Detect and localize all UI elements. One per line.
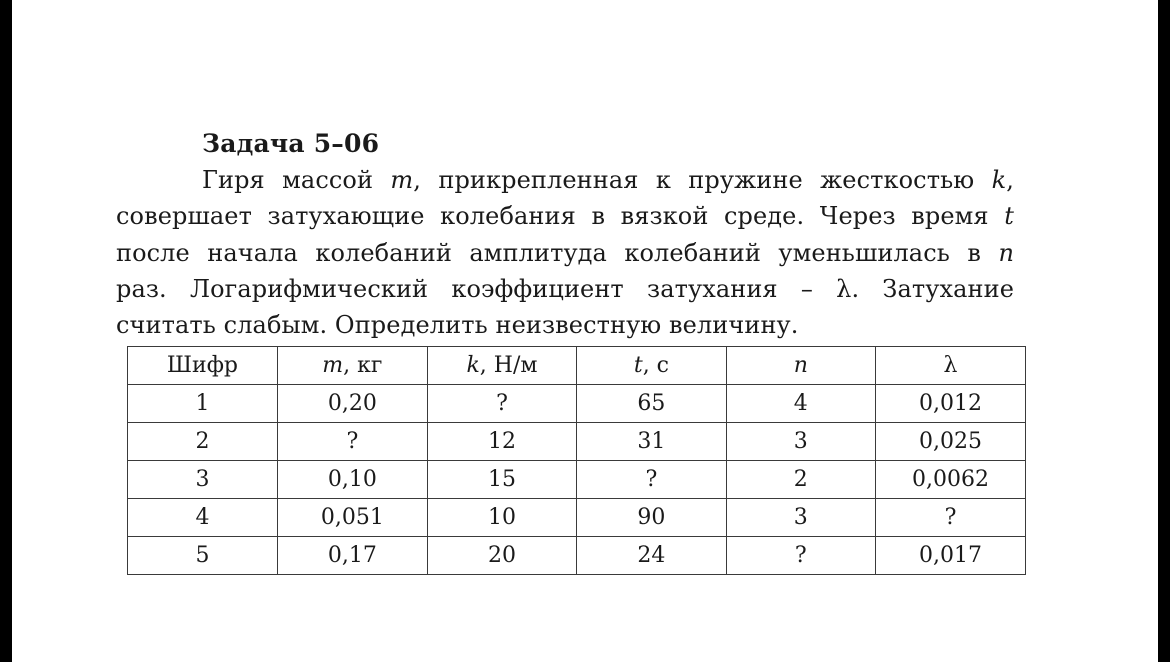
cell-lambda: 0,025	[875, 423, 1025, 461]
cell-stiffness: 12	[427, 423, 576, 461]
statement-line-3: после начала колебаний амплитуда колебаний уменьшилась в n	[116, 238, 1014, 267]
statement-line-2: совершает затухающие колебания в вязкой среде. Через время t	[116, 202, 1014, 231]
header-stiffness: k, Н/м	[427, 347, 576, 385]
table-row	[128, 461, 1026, 499]
statement-line-1: Гиря массой m, прикрепленная к пружине жесткостью k,	[202, 166, 1014, 194]
cell-lambda: 0,012	[875, 385, 1025, 423]
header-lambda: λ	[875, 347, 1025, 385]
cell-mass: 0,051	[277, 499, 427, 537]
cell-n: 3	[726, 423, 875, 461]
cell-stiffness: 20	[427, 537, 576, 575]
statement-line-4: раз. Логарифмический коэффициент затухания – λ. Затухание	[116, 274, 1014, 303]
problem-statement	[116, 162, 1014, 343]
problem-block	[116, 126, 1014, 343]
cell-mass: 0,17	[277, 537, 427, 575]
problem-title: Задача 5–06	[202, 129, 380, 158]
header-mass: m, кг	[277, 347, 427, 385]
cell-mass: 0,10	[277, 461, 427, 499]
table-row	[128, 499, 1026, 537]
table-row	[128, 423, 1026, 461]
cell-n: 4	[726, 385, 875, 423]
cell-n: ?	[726, 537, 875, 575]
cell-lambda: 0,017	[875, 537, 1025, 575]
data-table	[127, 346, 1026, 575]
table-header-row	[128, 347, 1026, 385]
table-row	[128, 385, 1026, 423]
cell-code: 1	[128, 385, 278, 423]
cell-n: 2	[726, 461, 875, 499]
cell-time: 90	[577, 499, 726, 537]
cell-code: 5	[128, 537, 278, 575]
cell-lambda: ?	[875, 499, 1025, 537]
statement-line-5: считать слабым. Определить неизвестную величину.	[116, 311, 799, 340]
cell-time: 31	[577, 423, 726, 461]
cell-code: 4	[128, 499, 278, 537]
cell-stiffness: ?	[427, 385, 576, 423]
cell-time: 65	[577, 385, 726, 423]
header-code: Шифр	[128, 347, 278, 385]
cell-stiffness: 15	[427, 461, 576, 499]
cell-code: 2	[128, 423, 278, 461]
table-row	[128, 537, 1026, 575]
cell-n: 3	[726, 499, 875, 537]
cell-lambda: 0,0062	[875, 461, 1025, 499]
cell-code: 3	[128, 461, 278, 499]
header-n: n	[726, 347, 875, 385]
cell-mass: ?	[277, 423, 427, 461]
header-time: t, с	[577, 347, 726, 385]
cell-time: ?	[577, 461, 726, 499]
cell-mass: 0,20	[277, 385, 427, 423]
cell-time: 24	[577, 537, 726, 575]
cell-stiffness: 10	[427, 499, 576, 537]
